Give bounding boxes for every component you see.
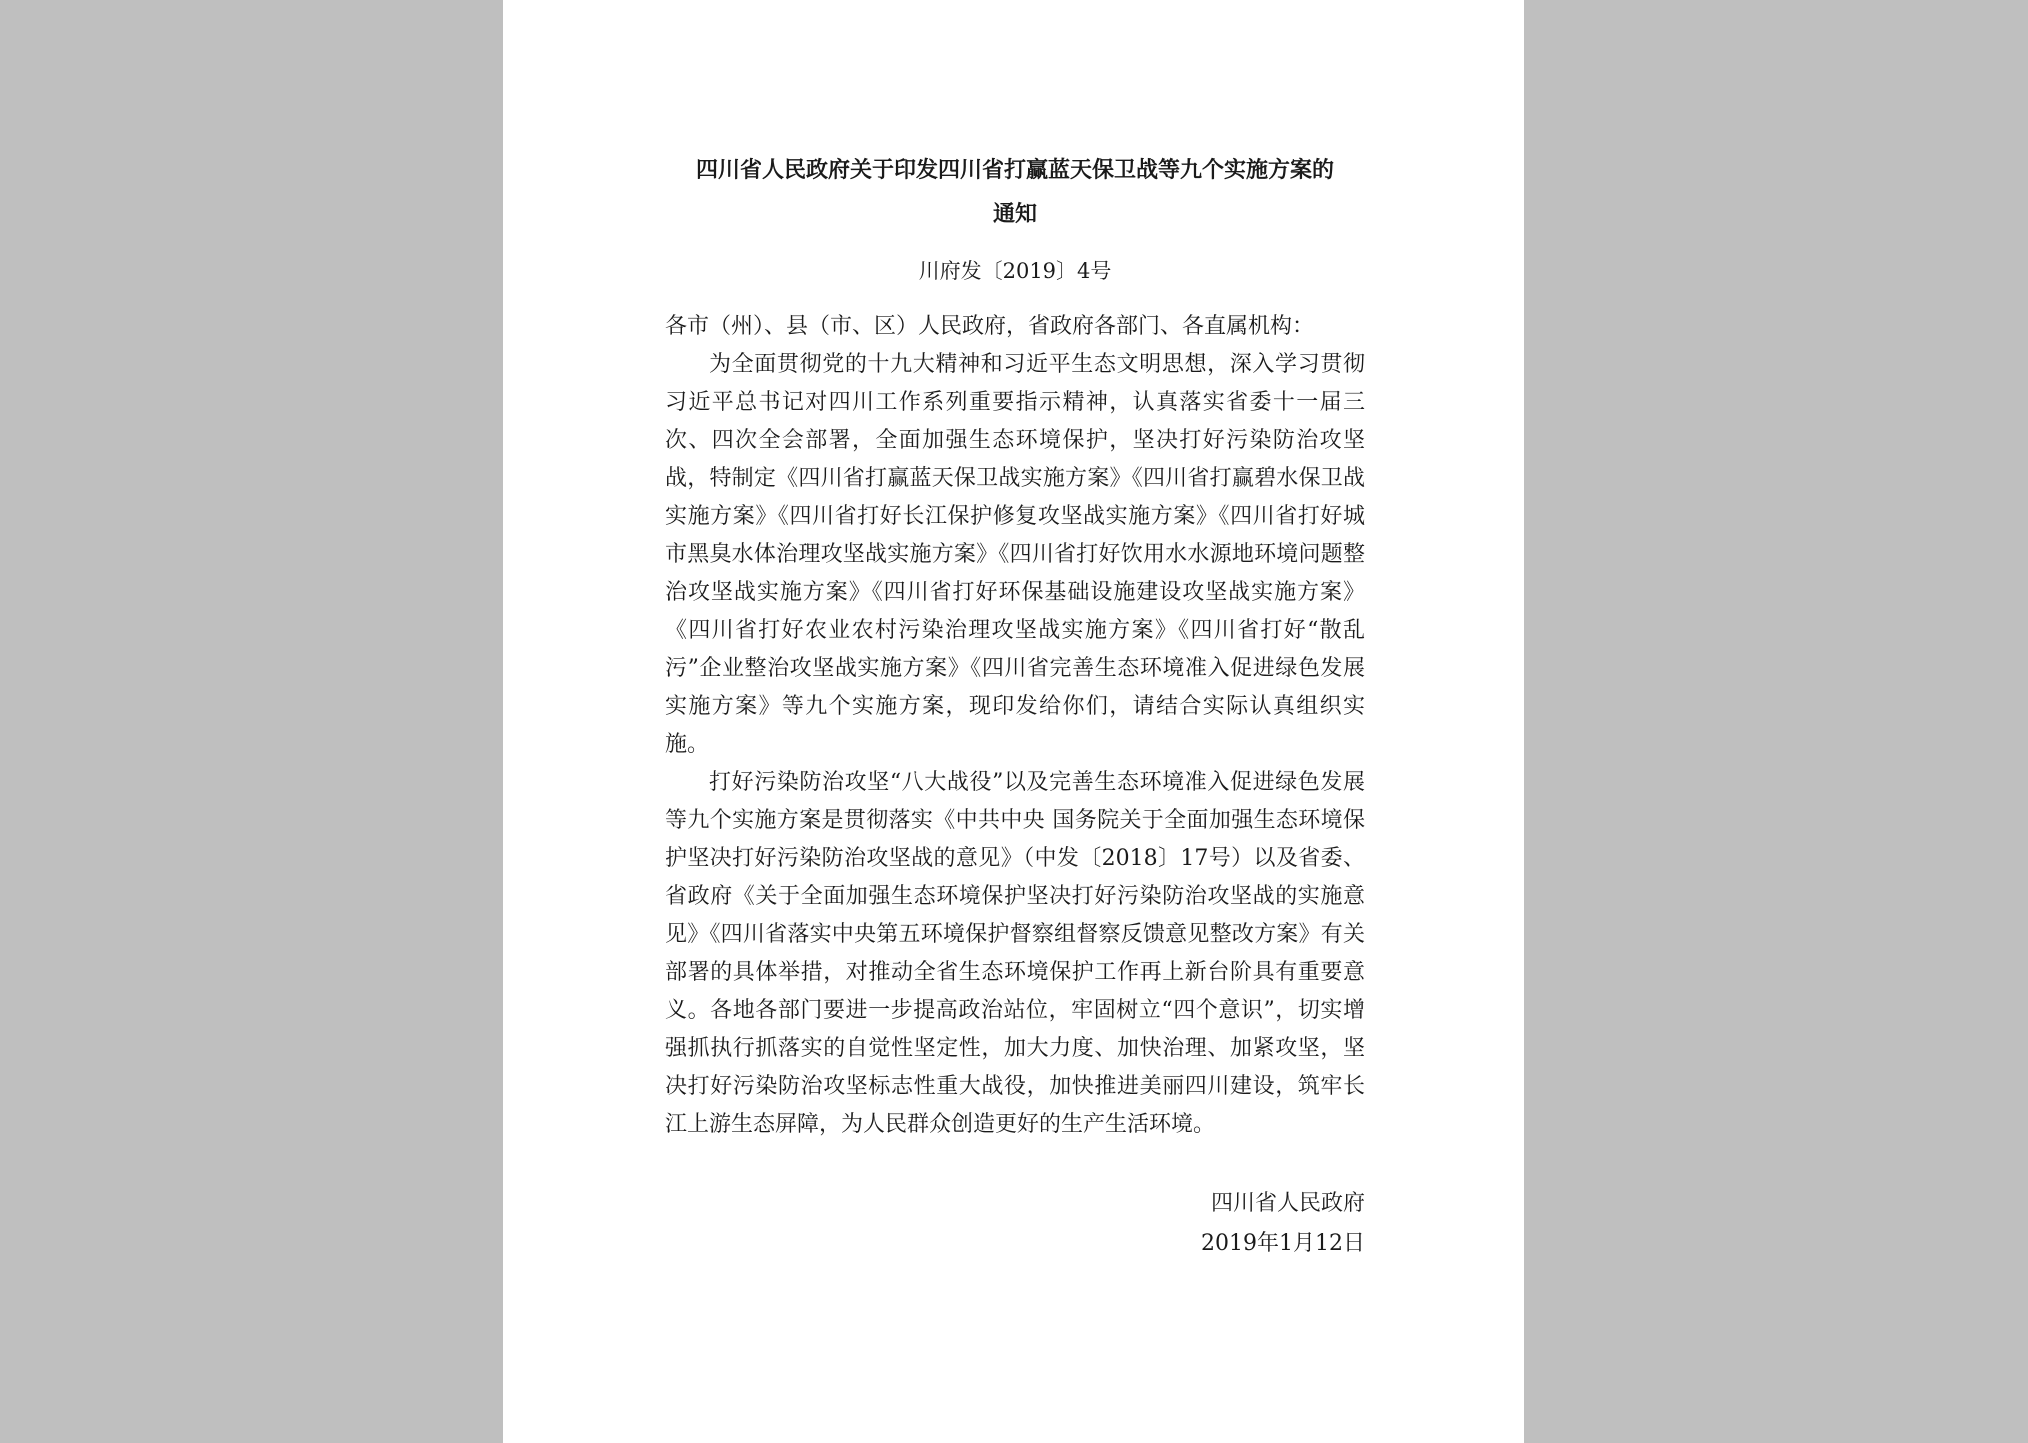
document-page bbox=[503, 0, 1524, 1443]
signature-organization: 四川省人民政府 bbox=[1210, 1191, 1365, 1216]
signature-date: 2019年1月12日 bbox=[1201, 1231, 1365, 1256]
document-title-line-2: 通知 bbox=[992, 201, 1037, 227]
body-paragraph-1: 为全面贯彻党的十九大精神和习近平生态文明思想，深入学习贯彻习近平总书记对四川工作系列重要指示精神，认真落实省委十一届三次、四次全会部署，全面加强生态环境保护，坚决打好污染防治攻坚战，特制定《四川省打赢蓝天保卫战实施方案》《四川省打赢碧水保卫战实施方案》《四川省打好长江保护修复攻坚战实施方案》《四川省打好城市黑臭水体治理攻坚战实施方案》《四川省打好饮用水水源地环境问题整治攻坚战实施方案》《四川省打好环保基础设施建设攻坚战实施方案》《四川省打好农业农村污染治理攻坚战实施方案》《四川省打好“散乱污”企业整治攻坚战实施方案》《四川省完善生态环境准入促进绿色发展实施方案》等九个实施方案，现印发给你们，请结合实际认真组织实施。 bbox=[665, 352, 1365, 757]
document-body bbox=[665, 148, 1365, 1264]
document-title-line-1: 四川省人民政府关于印发四川省打赢蓝天保卫战等九个实施方案的 bbox=[695, 157, 1334, 183]
salutation: 各市（州）、县（市、区）人民政府，省政府各部门、各直属机构： bbox=[665, 314, 1315, 339]
body-paragraph-2: 打好污染防治攻坚“八大战役”以及完善生态环境准入促进绿色发展等九个实施方案是贯彻落实《中共中央 国务院关于全面加强生态环境保护坚决打好污染防治攻坚战的意见》（中发〔2018〕17号）以及省委、省政府《关于全面加强生态环境保护坚决打好污染防治攻坚战的实施意见》《四川省落实中央第五环境保护督察组督察反馈意见整改方案》有关部署的具体举措，对推动全省生态环境保护工作再上新台阶具有重要意义。各地各部门要进一步提高政治站位，牢固树立“四个意识”，切实增强抓执行抓落实的自觉性坚定性，加大力度、加快治理、加紧攻坚，坚决打好污染防治攻坚标志性重大战役，加快推进美丽四川建设，筑牢长江上游生态屏障，为人民群众创造更好的生产生活环境。 bbox=[665, 770, 1365, 1137]
document-number: 川府发〔2019〕4号 bbox=[918, 259, 1112, 283]
